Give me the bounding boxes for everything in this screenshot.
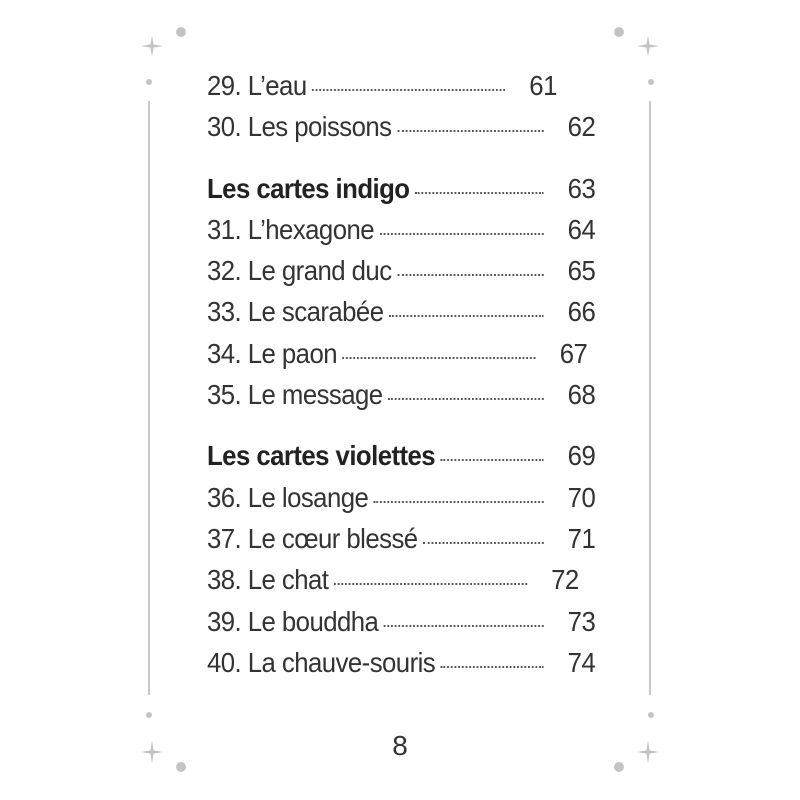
toc-entry-page: 67 bbox=[559, 337, 588, 369]
toc-entry bbox=[207, 111, 595, 152]
toc-entry bbox=[207, 606, 595, 647]
toc-entry-page: 65 bbox=[567, 255, 596, 287]
toc-entry bbox=[207, 564, 595, 605]
ornament-dot bbox=[176, 762, 186, 772]
section-page: 69 bbox=[567, 440, 596, 472]
toc-entry-title: 40. La chauve-souris bbox=[207, 646, 436, 678]
toc-entry-page: 74 bbox=[567, 646, 596, 678]
section-page: 63 bbox=[567, 172, 596, 204]
toc-entry bbox=[207, 255, 595, 296]
toc-entry-title: 34. Le paon bbox=[207, 337, 338, 369]
toc-entry-title: 35. Le message bbox=[207, 379, 383, 411]
dot-leader bbox=[374, 501, 544, 503]
dot-leader bbox=[343, 357, 536, 359]
toc-entry-title: 36. Le losange bbox=[207, 481, 369, 513]
toc-entry-title: 33. Le scarabée bbox=[207, 296, 384, 328]
right-border-line bbox=[649, 101, 651, 695]
table-of-contents bbox=[207, 70, 595, 688]
dot-leader bbox=[334, 583, 527, 585]
dot-leader bbox=[441, 459, 544, 461]
ornament-dot bbox=[614, 27, 624, 37]
ornament-dot bbox=[648, 712, 654, 718]
ornament-dot bbox=[176, 27, 186, 37]
page-number: 8 bbox=[392, 730, 408, 761]
dot-leader bbox=[384, 625, 544, 627]
toc-entry bbox=[207, 482, 595, 523]
ornament-dot bbox=[146, 79, 152, 85]
toc-entry-page: 62 bbox=[567, 111, 596, 143]
toc-entry-title: 30. Les poissons bbox=[207, 111, 392, 143]
section-title: Les cartes indigo bbox=[207, 172, 410, 204]
toc-entry-title: 29. L’eau bbox=[207, 70, 307, 101]
toc-entry-title: 39. Le bouddha bbox=[207, 605, 379, 637]
toc-section-heading bbox=[207, 173, 595, 214]
ornament-dot bbox=[614, 762, 624, 772]
toc-entry bbox=[207, 214, 595, 255]
toc-entry-title: 38. Le chat bbox=[207, 564, 329, 596]
toc-entry-page: 61 bbox=[529, 70, 557, 101]
dot-leader bbox=[388, 398, 544, 400]
toc-entry bbox=[207, 379, 595, 420]
dot-leader bbox=[423, 542, 544, 544]
toc-entry bbox=[207, 70, 595, 111]
toc-entry-title: 32. Le grand duc bbox=[207, 255, 392, 287]
toc-entry bbox=[207, 523, 595, 564]
toc-entry-page: 72 bbox=[551, 564, 579, 596]
section-title: Les cartes violettes bbox=[207, 440, 436, 472]
toc-entry-title: 37. Le cœur blessé bbox=[207, 522, 418, 554]
toc-entry-page: 73 bbox=[567, 605, 596, 637]
sparkle-icon bbox=[141, 35, 163, 57]
ornament-dot bbox=[648, 79, 654, 85]
dot-leader bbox=[415, 192, 544, 194]
toc-entry-page: 68 bbox=[567, 379, 596, 411]
toc-entry bbox=[207, 338, 595, 379]
dot-leader bbox=[312, 89, 505, 91]
toc-section-heading bbox=[207, 440, 595, 481]
toc-entry-page: 70 bbox=[567, 481, 596, 513]
left-border-line bbox=[148, 101, 150, 695]
toc-entry bbox=[207, 296, 595, 337]
dot-leader bbox=[380, 233, 544, 235]
sparkle-icon bbox=[637, 35, 659, 57]
dot-leader bbox=[397, 274, 544, 276]
ornament-dot bbox=[146, 712, 152, 718]
dot-leader bbox=[389, 315, 544, 317]
dot-leader bbox=[397, 130, 544, 132]
toc-entry-page: 66 bbox=[567, 296, 596, 328]
toc-entry bbox=[207, 647, 595, 688]
toc-entry-title: 31. L’hexagone bbox=[207, 213, 375, 245]
toc-entry-page: 64 bbox=[567, 213, 596, 245]
toc-entry-page: 71 bbox=[567, 522, 596, 554]
dot-leader bbox=[441, 666, 544, 668]
